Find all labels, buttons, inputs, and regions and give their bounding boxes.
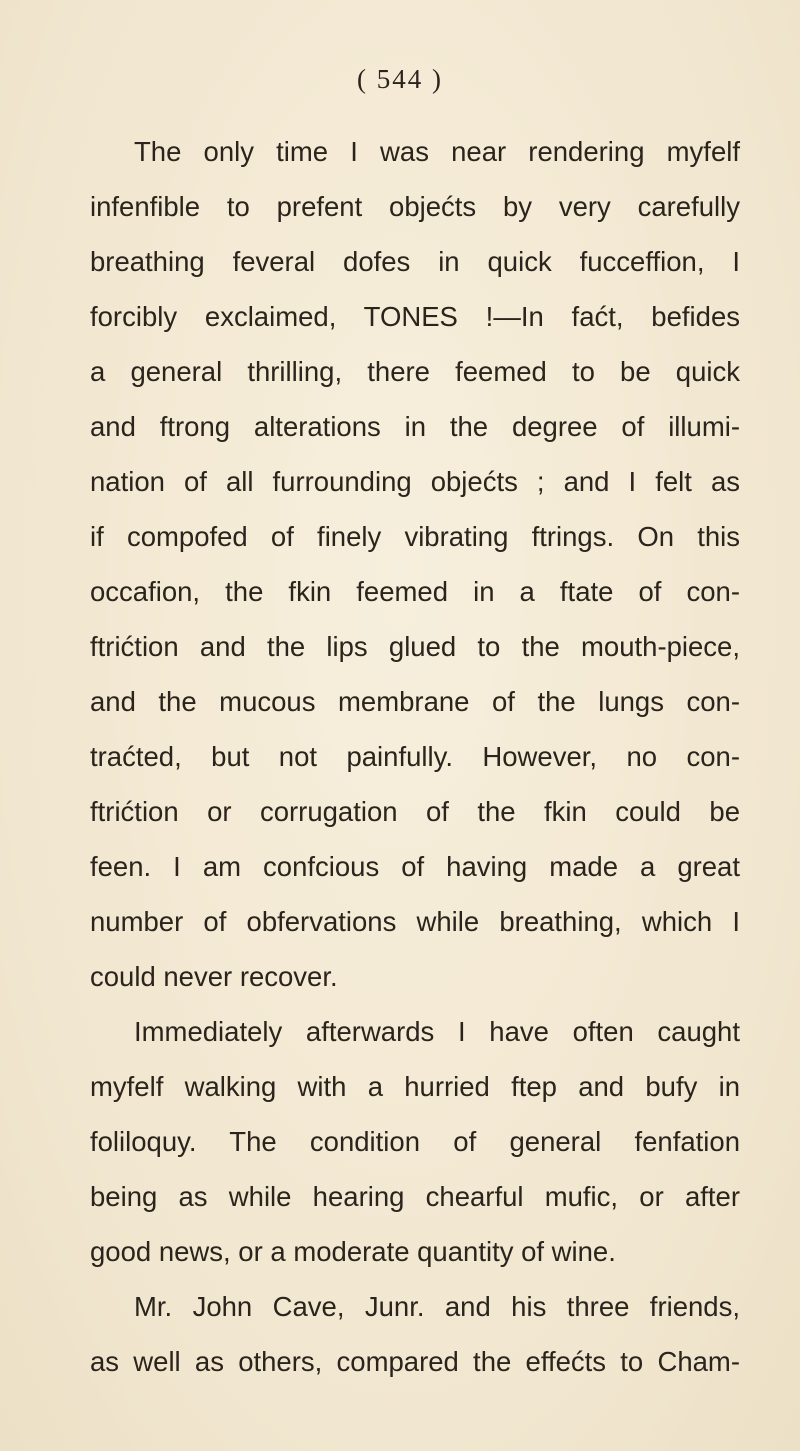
text-line: number of obfervations while breathing, which I bbox=[90, 906, 740, 937]
page-number: ( 544 ) bbox=[357, 64, 443, 94]
text-line: The only time I was near rendering myfelf bbox=[134, 136, 740, 167]
text-line: nation of all furrounding objećts ; and I felt as bbox=[90, 466, 740, 497]
text-line: could never recover. bbox=[90, 961, 338, 992]
text-line: infenfible to prefent objećts by very carefully bbox=[90, 191, 740, 222]
text-line: feen. I am confcious of having made a great bbox=[90, 851, 740, 882]
text-line: and ftrong alterations in the degree of illumi- bbox=[90, 411, 740, 442]
text-line: myfelf walking with a hurried ftep and bufy in bbox=[90, 1071, 740, 1102]
text-line: and the mucous membrane of the lungs con- bbox=[90, 686, 740, 717]
text-line: good news, or a moderate quantity of wine. bbox=[90, 1236, 616, 1267]
text-line: forcibly exclaimed, TONES !—In faćt, befides bbox=[90, 301, 740, 332]
text-line: Mr. John Cave, Junr. and his three friends, bbox=[134, 1291, 740, 1322]
text-line: ftrićtion or corrugation of the fkin could be bbox=[90, 796, 740, 827]
text-line: foliloquy. The condition of general fenfation bbox=[90, 1126, 740, 1157]
text-line: breathing feveral dofes in quick fucceffion, I bbox=[90, 246, 740, 277]
text-line: if compofed of finely vibrating ftrings. On this bbox=[90, 521, 740, 552]
body-text bbox=[90, 124, 740, 1389]
text-line: being as while hearing chearful mufic, or after bbox=[90, 1181, 740, 1212]
text-line: ftrićtion and the lips glued to the mouth-piece, bbox=[90, 631, 740, 662]
text-line: occafion, the fkin feemed in a ftate of con- bbox=[90, 576, 740, 607]
text-line: traćted, but not painfully. However, no con- bbox=[90, 741, 740, 772]
text-line: as well as others, compared the effećts to Cham- bbox=[90, 1346, 740, 1377]
text-line: a general thrilling, there feemed to be quick bbox=[90, 356, 740, 387]
text-line: Immediately afterwards I have often caught bbox=[134, 1016, 740, 1047]
